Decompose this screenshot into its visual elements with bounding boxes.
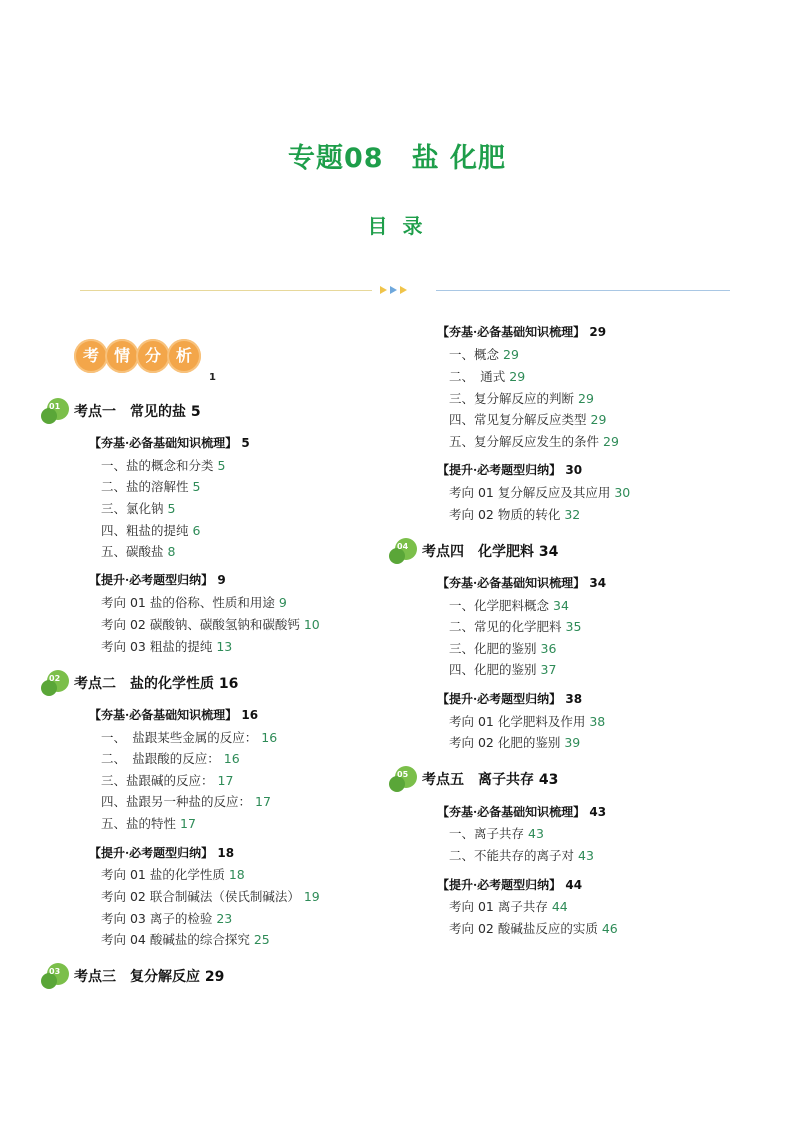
toc-item[interactable]: 考向 01 盐的化学性质 18 [101,867,245,882]
toc-item[interactable]: 考向 02 化肥的鉴别 39 [449,735,581,750]
section-page: 34 [538,544,559,560]
group-header[interactable]: 【提升·必考题型归纳】 18 [89,846,235,860]
arrow-icon [390,286,397,294]
group-header[interactable]: 【夯基·必备基础知识梳理】 5 [89,436,250,450]
section-number-icon: 04 [389,538,419,566]
toc-item[interactable]: 一、化学肥料概念 34 [449,598,569,613]
toc-item[interactable]: 考向 01 离子共存 44 [449,899,568,914]
section-page: 5 [190,404,201,420]
toc-item[interactable]: 考向 02 碳酸钠、碳酸氢钠和碳酸钙 10 [101,617,320,632]
toc-item[interactable]: 考向 01 化学肥料及作用 38 [449,714,606,729]
toc-item[interactable]: 二、盐的溶解性 5 [101,479,201,494]
toc-item[interactable]: 三、盐跟碱的反应： 17 [101,773,234,788]
toc-item[interactable]: 三、氯化钠 5 [101,501,176,516]
toc-item[interactable]: 二、 盐跟酸的反应： 16 [101,751,240,766]
toc-item[interactable]: 三、复分解反应的判断 29 [449,391,594,406]
toc-section[interactable] [41,963,341,987]
toc-item[interactable]: 五、碳酸盐 8 [101,544,176,559]
group-header[interactable]: 【夯基·必备基础知识梳理】 43 [437,805,607,819]
toc-section[interactable] [41,398,341,422]
document-title: 专题08 盐 化肥 [288,143,506,174]
group-header[interactable]: 【提升·必考题型归纳】 38 [437,692,583,706]
toc-item[interactable]: 四、盐跟另一种盐的反应： 17 [101,794,271,809]
section-label: 考点三 复分解反应 [74,969,200,985]
toc-item[interactable]: 二、 通式 29 [449,369,526,384]
toc-item[interactable]: 五、复分解反应发生的条件 29 [449,434,619,449]
kaoqing-badge: 考 情 分 析 [74,339,204,373]
group-header[interactable]: 【夯基·必备基础知识梳理】 29 [437,325,607,339]
toc-item[interactable]: 三、化肥的鉴别 36 [449,641,557,656]
toc-item[interactable]: 五、盐的特性 17 [101,816,196,831]
group-header[interactable]: 【提升·必考题型归纳】 44 [437,878,583,892]
group-header[interactable]: 【提升·必考题型归纳】 30 [437,463,583,477]
toc-item[interactable]: 考向 01 盐的俗称、性质和用途 9 [101,595,287,610]
section-label: 考点五 离子共存 [422,772,534,788]
toc-item[interactable]: 四、常见复分解反应类型 29 [449,412,607,427]
section-page: 43 [538,772,559,788]
toc-item[interactable]: 考向 02 酸碱盐反应的实质 46 [449,921,618,936]
toc-item[interactable]: 考向 01 复分解反应及其应用 30 [449,485,631,500]
toc-item[interactable]: 一、盐的概念和分类 5 [101,458,226,473]
section-number-icon: 03 [41,963,71,991]
toc-heading: 目 录 [367,214,427,238]
group-header[interactable]: 【提升·必考题型归纳】 9 [89,573,226,587]
section-label: 考点二 盐的化学性质 [74,676,214,692]
toc-item[interactable]: 考向 03 离子的检验 23 [101,911,233,926]
toc-item[interactable]: 一、概念 29 [449,347,519,362]
toc-section[interactable] [389,766,689,790]
toc-item[interactable]: 二、常见的化学肥料 35 [449,619,582,634]
section-number-icon: 02 [41,670,71,698]
toc-item[interactable]: 考向 02 联合制碱法（侯氏制碱法） 19 [101,889,320,904]
toc-item[interactable]: 四、粗盐的提纯 6 [101,523,201,538]
toc-item[interactable]: 一、离子共存 43 [449,826,544,841]
toc-item[interactable]: 考向 03 粗盐的提纯 13 [101,639,233,654]
group-header[interactable]: 【夯基·必备基础知识梳理】 34 [437,576,607,590]
group-header[interactable]: 【夯基·必备基础知识梳理】 16 [89,708,259,722]
section-label: 考点一 常见的盐 [74,404,186,420]
section-number-icon: 01 [41,398,71,426]
title-divider [80,286,730,296]
toc-item[interactable]: 考向 04 酸碱盐的综合探究 25 [101,932,270,947]
toc-item[interactable]: 四、化肥的鉴别 37 [449,662,557,677]
toc-item[interactable]: 考向 02 物质的转化 32 [449,507,581,522]
arrow-icon [400,286,407,294]
toc-item[interactable]: 一、 盐跟某些金属的反应： 16 [101,730,278,745]
arrow-icon [380,286,387,294]
section-label: 考点四 化学肥料 [422,544,534,560]
toc-item[interactable]: 二、不能共存的离子对 43 [449,848,594,863]
kaoqing-page: 1 [209,372,216,383]
toc-section[interactable] [389,538,689,562]
section-page: 16 [218,676,239,692]
toc-section[interactable] [41,670,341,694]
section-page: 29 [204,969,225,985]
section-number-icon: 05 [389,766,419,794]
